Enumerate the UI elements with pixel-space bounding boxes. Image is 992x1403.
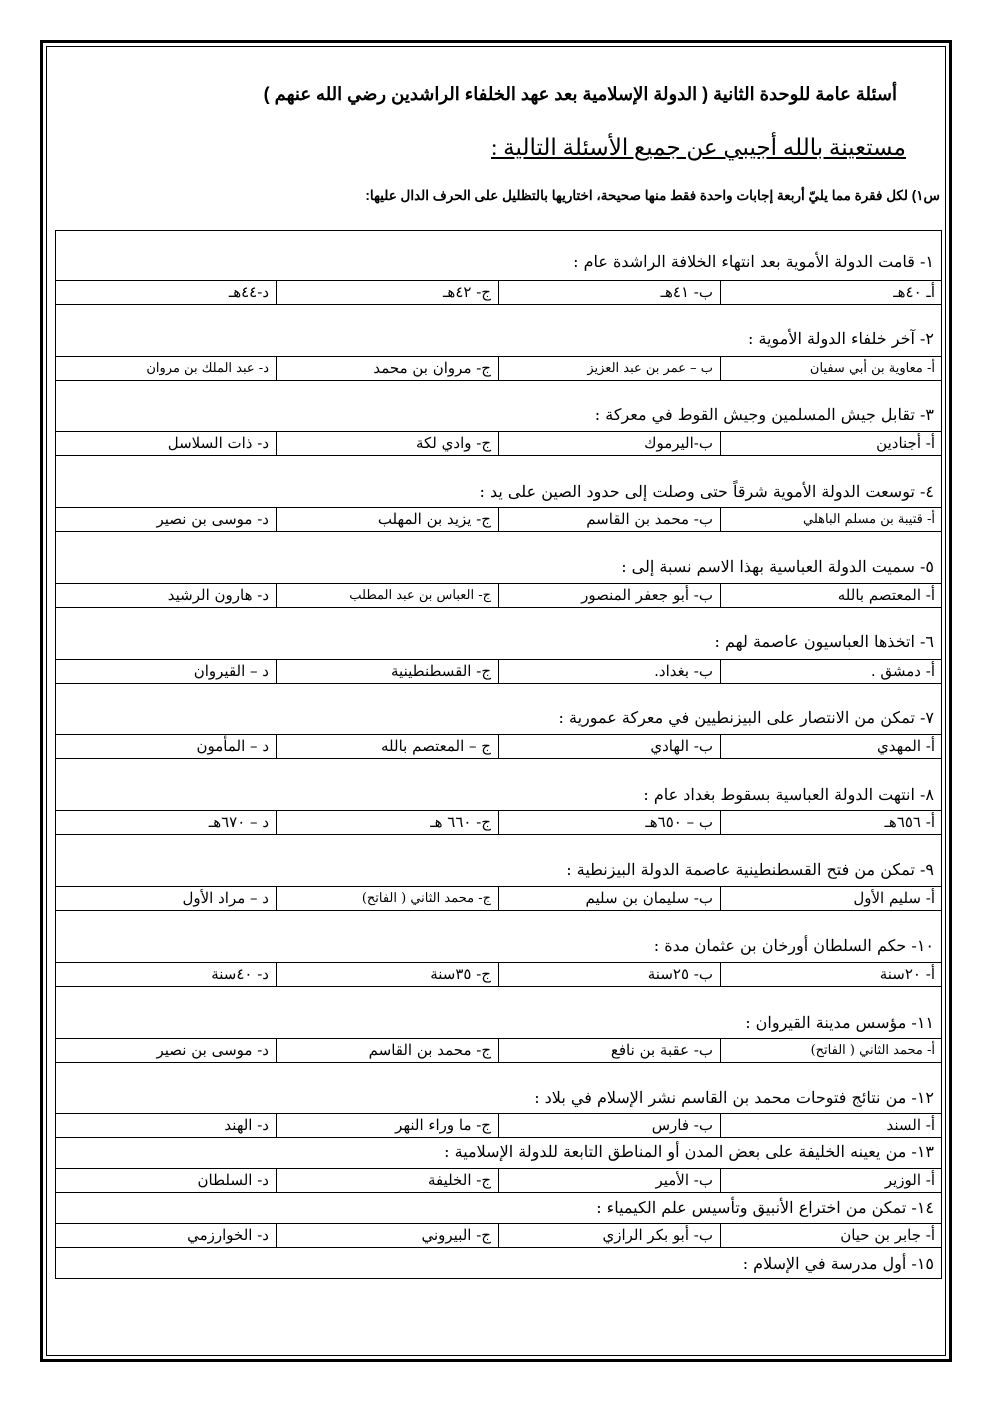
options-row <box>55 734 942 759</box>
answer-option[interactable]: ب – ٦٥٠هـ <box>498 811 720 834</box>
answer-option[interactable]: د- الخوارزمي <box>187 1226 269 1244</box>
question-text: ١٤- تمكن من اختراع الأنبيق وتأسيس علم الكيمياء : <box>596 1198 934 1217</box>
answer-option[interactable]: أ- المهدي <box>720 735 942 758</box>
question-text: ٢- آخر خلفاء الدولة الأموية : <box>748 329 934 348</box>
question-text: ٨- انتهت الدولة العباسية بسقوط بغداد عام : <box>643 785 934 804</box>
answer-option[interactable]: ب- عقبة بن نافع <box>498 1039 720 1062</box>
answer-option[interactable]: ب- أبو بكر الرازي <box>498 1224 720 1247</box>
page-title: أسئلة عامة للوحدة الثانية ( الدولة الإسلامية بعد عهد الخلفاء الراشدين رضي الله عنهم ) <box>263 84 897 104</box>
answer-option[interactable]: ج- ٦٦٠ هـ <box>276 811 498 834</box>
answer-option[interactable]: أ- أجنادين <box>720 432 942 455</box>
answer-option[interactable]: ب- سليمان بن سليم <box>498 887 720 910</box>
answer-option[interactable]: د – ٦٧٠هـ <box>208 813 269 831</box>
answer-option[interactable]: ب- الهادي <box>498 735 720 758</box>
options-row <box>55 431 942 456</box>
answer-option[interactable]: أ- محمد الثاني ( الفاتح) <box>720 1039 942 1062</box>
options-row <box>55 1113 942 1138</box>
answer-option[interactable]: أ- ٦٥٦هـ <box>720 811 942 834</box>
question-text: ٣- تقابل جيش المسلمين وجيش القوط في معركة : <box>594 405 934 424</box>
options-row <box>55 962 942 987</box>
answer-option[interactable]: د- هارون الرشيد <box>167 586 269 604</box>
answer-option[interactable]: أ- المعتصم بالله <box>720 584 942 607</box>
answer-option[interactable]: د – المأمون <box>196 737 269 755</box>
answer-option[interactable]: أ- الوزير <box>720 1169 942 1192</box>
options-row <box>55 507 942 532</box>
answer-option[interactable]: ج- القسطنطينية <box>276 660 498 683</box>
answer-option[interactable]: د- ٤٠سنة <box>211 965 269 983</box>
question-text: ٥- سميت الدولة العباسية بهذا الاسم نسبة إلى : <box>621 557 934 576</box>
answer-option[interactable]: ج- مروان بن محمد <box>276 357 498 380</box>
options-row <box>55 280 942 305</box>
answer-option[interactable]: ج- يزيد بن المهلب <box>276 508 498 531</box>
answer-option[interactable]: ب- فارس <box>498 1114 720 1137</box>
answer-option[interactable]: ب-اليرموك <box>498 432 720 455</box>
answer-option[interactable]: أ- قتيبة بن مسلم الباهلي <box>720 508 942 531</box>
answer-option[interactable]: أ- سليم الأول <box>720 887 942 910</box>
question-text: ١٥- أول مدرسة في الإسلام : <box>742 1254 934 1273</box>
answer-option[interactable]: ج- العباس بن عبد المطلب <box>276 584 498 607</box>
options-row <box>55 356 942 381</box>
answer-option[interactable]: د – مراد الأول <box>182 889 269 907</box>
answer-option[interactable]: أ- معاوية بن أبي سفيان <box>720 357 942 380</box>
answer-option[interactable]: د- السلطان <box>197 1171 269 1189</box>
answer-option[interactable]: ب- محمد بن القاسم <box>498 508 720 531</box>
answer-option[interactable]: ج- محمد بن القاسم <box>276 1039 498 1062</box>
options-row <box>55 886 942 911</box>
question-text: ٩- تمكن من فتح القسطنطينية عاصمة الدولة البيزنطية : <box>566 860 934 879</box>
answer-option[interactable]: ج- ٣٥سنة <box>276 963 498 986</box>
answer-option[interactable]: أ- دمشق . <box>720 660 942 683</box>
answer-option[interactable]: ج- ما وراء النهر <box>276 1114 498 1137</box>
answer-option[interactable]: ب- الأمير <box>498 1169 720 1192</box>
answer-option[interactable]: د- موسى بن نصير <box>156 1041 269 1059</box>
options-row <box>55 659 942 684</box>
answer-option[interactable]: ج- البيروني <box>276 1224 498 1247</box>
question-text: ٤- توسعت الدولة الأموية شرقاً حتى وصلت إلى حدود الصين على يد : <box>479 482 934 501</box>
answer-option[interactable]: أ- السند <box>720 1114 942 1137</box>
answer-option[interactable]: أـ ٤٠هـ <box>720 281 942 304</box>
answer-option[interactable]: ج- محمد الثاني ( الفاتح) <box>276 887 498 910</box>
answer-option[interactable]: د- ذات السلاسل <box>167 434 269 452</box>
question-text: ٦- اتخذها العباسيون عاصمة لهم : <box>714 632 934 651</box>
answer-option[interactable]: ج- الخليفة <box>276 1169 498 1192</box>
answer-option[interactable]: ج – المعتصم بالله <box>276 735 498 758</box>
answer-option[interactable]: د- عبد الملك بن مروان <box>146 361 269 376</box>
answer-option[interactable]: ب – عمر بن عبد العزيز <box>498 357 720 380</box>
question-text: ١٢- من نتائج فتوحات محمد بن القاسم نشر الإسلام في بلاد : <box>534 1088 934 1107</box>
page-subtitle: مستعينة بالله أجيبي عن جميع الأسئلة التالية : <box>491 135 906 160</box>
question-text: ١١- مؤسس مدينة القيروان : <box>745 1013 934 1032</box>
answer-option[interactable]: ج- وادي لكة <box>276 432 498 455</box>
options-row <box>55 1168 942 1193</box>
question-text: ١٣- من يعينه الخليفة على بعض المدن أو المناطق التابعة للدولة الإسلامية : <box>444 1142 934 1161</box>
answer-option[interactable]: ب- ٤١هـ <box>498 281 720 304</box>
answer-option[interactable]: د- الهند <box>224 1116 269 1134</box>
answer-option[interactable]: د-٤٤هـ <box>228 283 269 301</box>
answer-option[interactable]: ب- بغداد. <box>498 660 720 683</box>
options-row <box>55 583 942 608</box>
answer-option[interactable]: ب- ٢٥سنة <box>498 963 720 986</box>
answer-option[interactable]: د – القيروان <box>193 662 269 680</box>
question-text: ١- قامت الدولة الأموية بعد انتهاء الخلافة الراشدة عام : <box>573 252 934 271</box>
options-row <box>55 1038 942 1063</box>
question-text: ٧- تمكن من الانتصار على البيزنطيين في معركة عمورية : <box>558 708 934 727</box>
answer-option[interactable]: ب- أبو جعفر المنصور <box>498 584 720 607</box>
options-row <box>55 810 942 835</box>
answer-option[interactable]: أ- ٢٠سنة <box>720 963 942 986</box>
answer-option[interactable]: د- موسى بن نصير <box>156 510 269 528</box>
answer-option[interactable]: أ- جابر بن حيان <box>720 1224 942 1247</box>
answer-option[interactable]: ج- ٤٢هـ <box>276 281 498 304</box>
question-instruction: س١) لكل فقرة مما يليّ أربعة إجابات واحدة فقط منها صحيحة، اختاريها بالتظليل على الحرف الدال عليها: <box>365 188 940 203</box>
question-text: ١٠- حكم السلطان أورخان بن عثمان مدة : <box>653 936 934 955</box>
options-row <box>55 1223 942 1248</box>
